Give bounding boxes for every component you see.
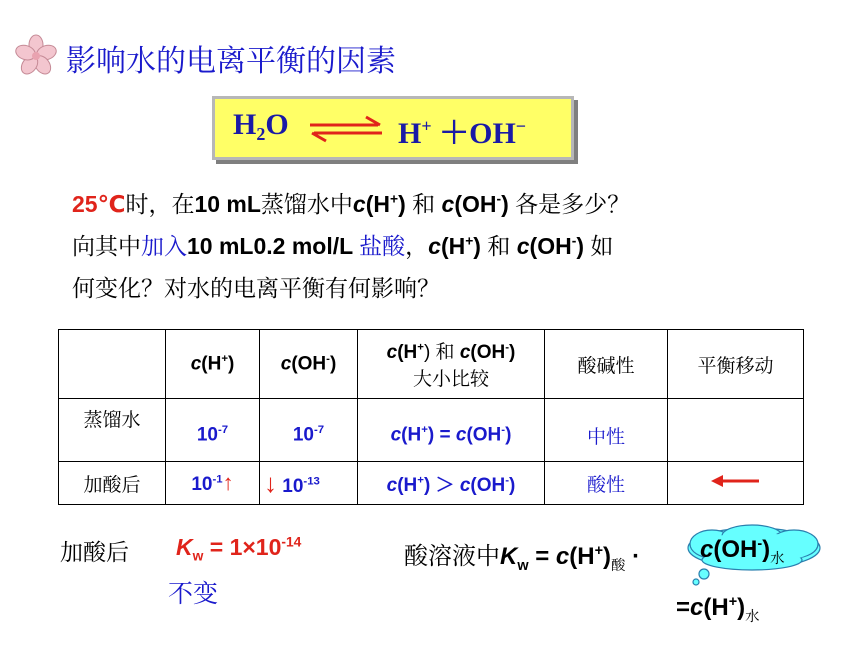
left-arrow-icon: [711, 474, 761, 488]
acid-kw-expression: 酸溶液中$K_w = c(H^+)_酸$ ·: [404, 543, 641, 574]
equation-reactant: H₂O: [233, 108, 289, 141]
row2-nature: 酸性: [545, 462, 668, 505]
bottom-label: 加酸后: [60, 539, 129, 565]
row2-h-value: $10^{-1}↑$: [166, 462, 260, 505]
table-row: [59, 462, 804, 505]
water-h-expression: $=c(H^+)_水$: [676, 594, 760, 625]
flower-icon: [14, 34, 58, 78]
row-label: 加酸后: [59, 462, 166, 505]
table-row: [59, 399, 804, 462]
unchanged-label: 不变: [168, 580, 219, 608]
row2-oh-value: ↓ $10^{-13}$: [260, 462, 358, 505]
kw-value: $K_w = 1\times 10^{-14}$: [176, 534, 302, 564]
row1-shift: [668, 399, 804, 462]
row2-shift: [668, 462, 804, 505]
row-label: 蒸馏水: [59, 399, 166, 462]
row1-h-value: $10^{-7}$: [166, 399, 260, 462]
comparison-table: [58, 329, 804, 505]
equation-box: [212, 96, 574, 160]
row1-nature: 中性: [545, 399, 668, 462]
question-line-1: 25℃时，在10 mL蒸馏水中c(H+) 和 c(OH-) 各是多少？: [72, 191, 631, 217]
row2-compare: c(H+) ＞ c(OH-): [358, 462, 545, 505]
down-arrow-icon: ↓: [264, 467, 277, 498]
equation-products: H+ ＋OH−: [398, 116, 527, 150]
header-compare: c(H+) 和 c(OH-) 大小比较: [358, 330, 545, 399]
header-c-h: c(H+): [166, 330, 260, 399]
table-corner-cell: [59, 330, 166, 399]
up-arrow-icon: ↑: [222, 470, 234, 495]
table-header-row: [59, 330, 804, 399]
cloud-expression: $c(OH^-)_水$: [700, 536, 785, 567]
header-equilibrium-shift: 平衡移动: [668, 330, 804, 399]
header-c-oh: c(OH-): [260, 330, 358, 399]
question-line-2: 向其中加入10 mL0.2 mol/L 盐酸，c(H+) 和 c(OH-) 如: [72, 233, 614, 259]
equilibrium-arrows-icon: [308, 113, 384, 143]
question-line-3: 何变化？对水的电离平衡有何影响？: [72, 275, 440, 301]
row1-compare: c(H+) = c(OH-): [358, 399, 545, 462]
header-acidity: 酸碱性: [545, 330, 668, 399]
row1-oh-value: $10^{-7}$: [260, 399, 358, 462]
page-title: 影响水的电离平衡的因素: [66, 45, 396, 78]
